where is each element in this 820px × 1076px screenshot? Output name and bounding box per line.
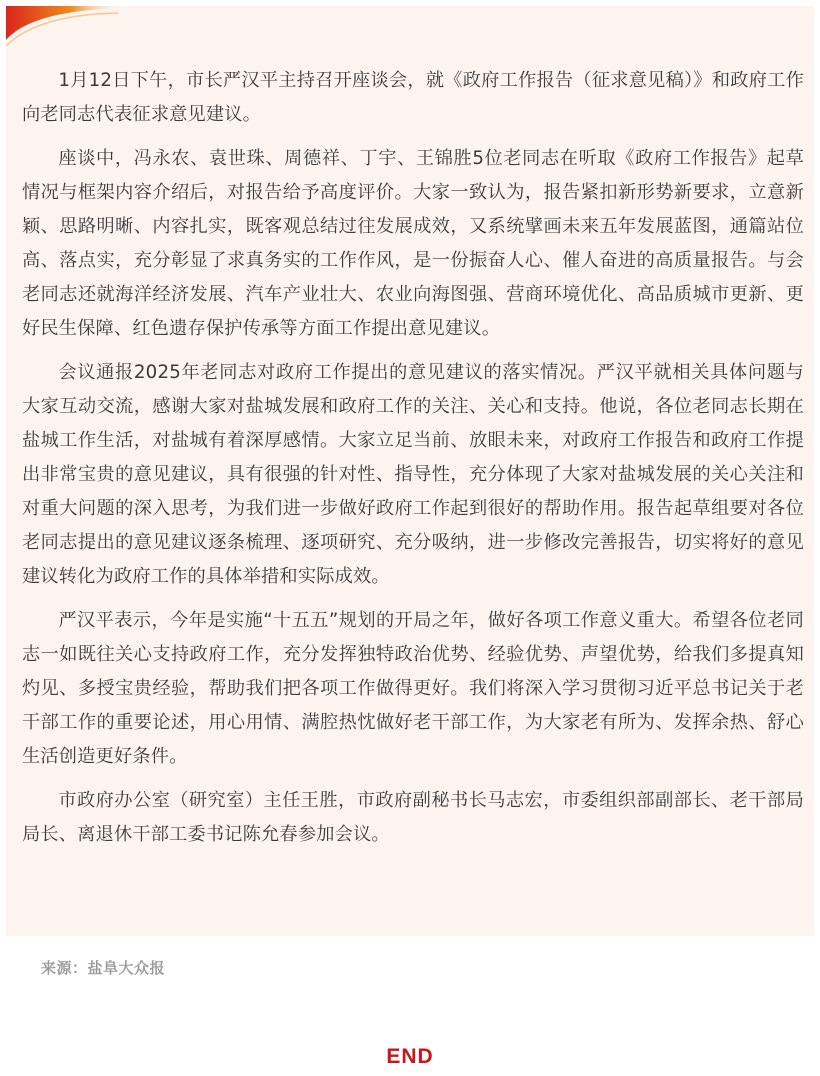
article-body (12, 64, 814, 862)
source-credit: 来源：盐阜大众报 (41, 959, 166, 977)
paragraph-implementation-report: 会议通报2025年老同志对政府工作提出的意见建议的落实情况。严汉平就相关具体问题与大家互动交流，感谢大家对盐城发展和政府工作的关注、关心和支持。他说，各位老同志长期在盐城工作生活，对盐城有着深厚感情。大家立足当前、放眼未来，对政府工作报告和政府工作提出非常宝贵的意见建议，具有很强的针对性、指导性，充分体现了大家对盐城发展的关心关注和对重大问题的深入思考，为我们进一步做好政府工作起到很好的帮助作用。报告起草组要对各位老同志提出的意见建议逐条梳理、逐项研究、充分吸纳，进一步修改完善报告，切实将好的意见建议转化为政府工作的具体举措和实际成效。 (22, 362, 804, 587)
paragraph-meeting-intro: 1月12日下午，市长严汉平主持召开座谈会，就《政府工作报告（征求意见稿）》和政府工作向老同志代表征求意见建议。 (22, 70, 804, 125)
paragraph-veterans-feedback: 座谈中，冯永农、袁世珠、周德祥、丁宇、王锦胜5位老同志在听取《政府工作报告》起草情况与框架内容介绍后，对报告给予高度评价。大家一致认为，报告紧扣新形势新要求，立意新颖、思路明晰、内容扎实，既客观总结过往发展成效，又系统擘画未来五年发展蓝图，通篇站位高、落点实，充分彰显了求真务实的工作作风，是一份振奋人心、催人奋进的高质量报告。与会老同志还就海洋经济发展、汽车产业壮大、农业向海图强、营商环境优化、高品质城市更新、更好民生保障、红色遗存保护传承等方面工作提出意见建议。 (22, 148, 804, 339)
paragraph-mayor-remarks: 严汉平表示，今年是实施“十五五”规划的开局之年，做好各项工作意义重大。希望各位老同志一如既往关心支持政府工作，充分发挥独特政治优势、经验优势、声望优势，给我们多提真知灼见、多授宝贵经验，帮助我们把各项工作做得更好。我们将深入学习贯彻习近平总书记关于老干部工作的重要论述，用心用情、满腔热忱做好老干部工作，为大家老有所为、发挥余热、舒心生活创造更好条件。 (22, 610, 804, 767)
paragraph-attendees: 市政府办公室（研究室）主任王胜，市政府副秘书长马志宏，市委组织部副部长、老干部局局长、离退休干部工委书记陈允春参加会议。 (22, 790, 804, 845)
end-mark: END (386, 1045, 434, 1068)
corner-swoosh-decoration (6, 6, 126, 50)
article-card (6, 6, 814, 936)
